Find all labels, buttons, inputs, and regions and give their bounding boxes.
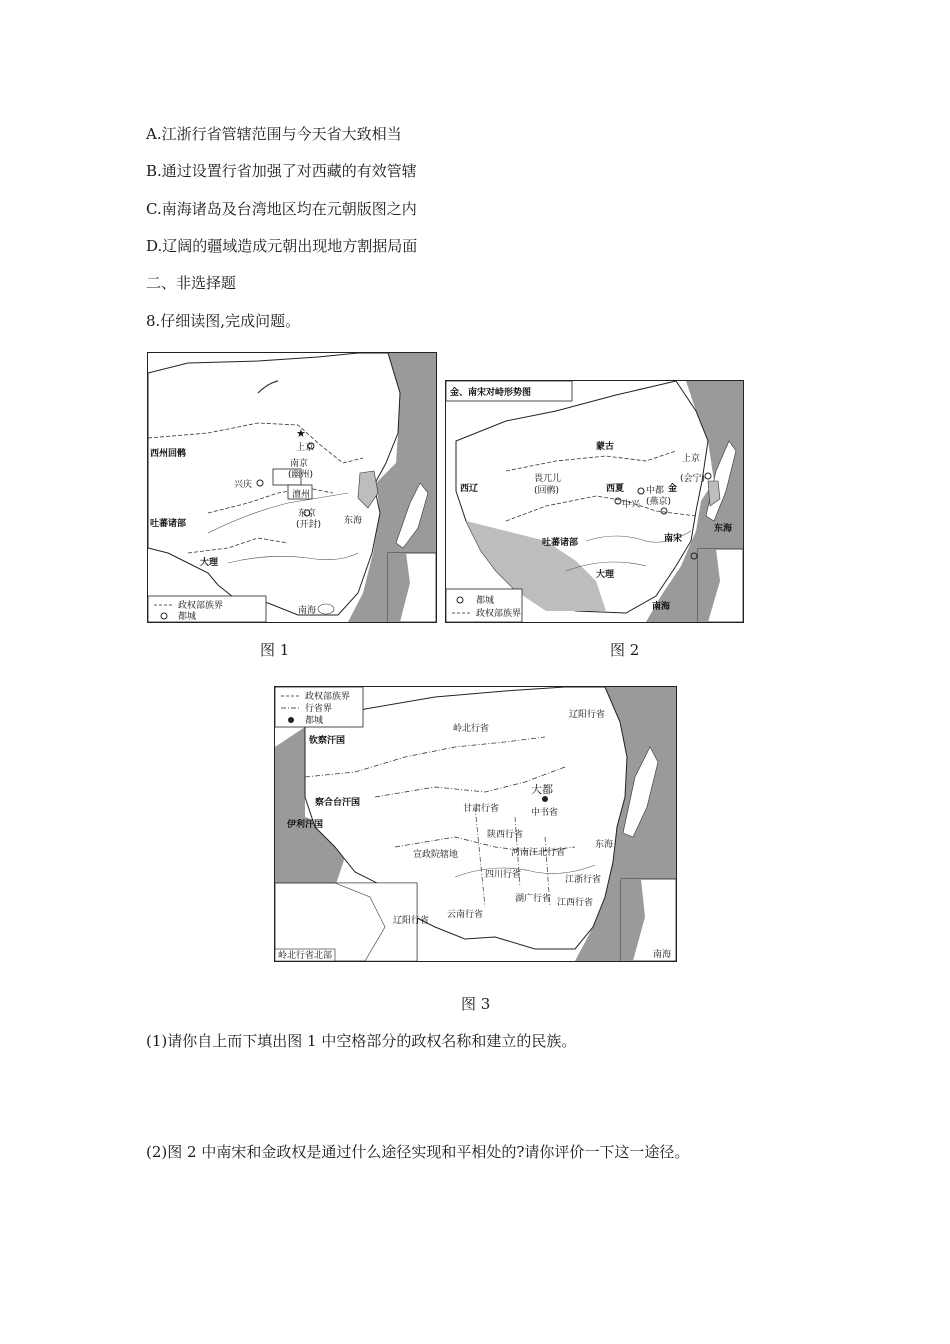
- map1-label-donghai: 东海: [344, 516, 363, 526]
- map3-label-chagatai: 察合台汗国: [315, 798, 361, 808]
- map-2-graphic: [446, 381, 743, 622]
- map2-label-nanhai: 南海: [652, 602, 671, 612]
- map2-label-zhangwuer: 畏兀儿: [534, 474, 562, 484]
- map3-label-xuanzheng: 宣政院辖地: [413, 850, 459, 860]
- map3-label-sichuan: 四川行省: [485, 870, 522, 880]
- map3-legend-province: 行省界: [305, 704, 333, 714]
- option-a: A.江浙行省管辖范围与今天省大致相当: [146, 125, 402, 143]
- map3-label-donghai: 东海: [595, 840, 614, 850]
- option-c: C.南海诸岛及台湾地区均在元朝版图之内: [146, 200, 417, 218]
- map2-label-dali: 大理: [596, 570, 615, 580]
- map3-label-gansu: 甘肃行省: [463, 804, 500, 814]
- map2-label-yanjing: (燕京): [646, 497, 672, 507]
- question-1: (1)请你自上而下填出图 1 中空格部分的政权名称和建立的民族。: [146, 1032, 577, 1050]
- map2-legend-capital: 都城: [476, 596, 495, 606]
- map2-title: 金、南宋对峙形势图: [450, 388, 532, 398]
- map3-label-jiangxi: 江西行省: [557, 898, 594, 908]
- map3-label-henan: 河南江北行省: [511, 848, 566, 858]
- map3-label-yili: 伊利汗国: [287, 820, 324, 830]
- map2-label-zhongxing: 中兴: [622, 500, 641, 510]
- map1-label-kaifeng: (开封): [296, 520, 322, 530]
- map1-label-nanjing: 南京: [290, 459, 309, 469]
- map-figure-2: [445, 380, 744, 623]
- map3-label-nanhai: 南海: [653, 950, 672, 960]
- question-2: (2)图 2 中南宋和金政权是通过什么途径实现和平相处的?请你评价一下这一途径。: [146, 1143, 690, 1161]
- map2-label-jin: 金: [668, 484, 678, 494]
- map1-label-xizhou: 西州回鹘: [150, 449, 187, 459]
- map3-label-lingbei: 岭北行省: [453, 724, 490, 734]
- map1-label-dali: 大理: [200, 558, 219, 568]
- option-d: D.辽阔的疆域造成元朝出现地方割据局面: [146, 237, 418, 255]
- map2-label-tubo: 吐蕃诸部: [542, 538, 579, 548]
- map1-caption: 图 1: [260, 641, 290, 659]
- map2-label-xiliao: 西辽: [460, 484, 479, 494]
- map2-label-huining: (会宁): [680, 474, 706, 484]
- map1-label-youzhou: (幽州): [288, 470, 314, 480]
- map3-label-dadu: 大都: [531, 783, 553, 796]
- map2-label-nansong: 南宋: [664, 534, 683, 544]
- star-icon: ★: [296, 427, 306, 440]
- map-figure-1: [147, 352, 437, 623]
- map2-label-huihu: (回鹘): [534, 486, 560, 496]
- map1-label-nanhai: 南海: [298, 606, 317, 616]
- map3-legend-border: 政权部族界: [305, 692, 351, 702]
- map3-label-qincha: 钦察汗国: [309, 736, 346, 746]
- map3-label-zhongshu: 中书省: [531, 808, 559, 818]
- map3-label-huguang: 湖广行省: [515, 894, 552, 904]
- map2-label-xixia: 西夏: [606, 484, 625, 494]
- map1-label-xingqing: 兴庆: [234, 480, 253, 490]
- option-b: B.通过设置行省加强了对西藏的有效管辖: [146, 162, 417, 180]
- map3-inset-caption: 岭北行省北部: [278, 951, 333, 961]
- capital-marker: [705, 473, 711, 479]
- map1-label-dongjing: 东京: [298, 509, 317, 519]
- map3-label-liaoyang: 辽阳行省: [569, 710, 606, 720]
- map1-label-lanzhou: 澶州: [292, 490, 311, 500]
- question-intro: 8.仔细读图,完成问题。: [146, 312, 301, 330]
- map3-caption: 图 3: [461, 995, 491, 1013]
- map3-label-yunnan: 云南行省: [447, 910, 484, 920]
- map2-label-shangjing: 上京: [682, 454, 701, 464]
- map-1-graphic: [148, 353, 436, 622]
- section-title: 二、非选择题: [146, 274, 237, 292]
- map3-label-shaanxi: 陕西行省: [487, 830, 524, 840]
- map1-legend-capital: 都城: [178, 612, 197, 622]
- map-figure-3: [274, 686, 677, 962]
- map2-caption: 图 2: [610, 641, 640, 659]
- capital-marker: [542, 796, 548, 802]
- map1-label-tubo: 吐蕃诸部: [150, 519, 187, 529]
- map2-label-menggu: 蒙古: [596, 442, 615, 452]
- map3-legend-capital: 都城: [305, 716, 324, 726]
- map1-label-shangjing: 上京: [296, 443, 315, 453]
- map3-label-jiangzhe: 江浙行省: [565, 875, 602, 885]
- map2-label-donghai: 东海: [714, 524, 733, 534]
- map1-legend-border: 政权部族界: [178, 601, 224, 611]
- map-3-graphic: [275, 687, 676, 961]
- map2-legend-border: 政权部族界: [476, 609, 522, 619]
- map3-inset-liaoyang: 辽阳行省: [393, 916, 430, 926]
- map2-label-zhongdu: 中都: [646, 486, 665, 496]
